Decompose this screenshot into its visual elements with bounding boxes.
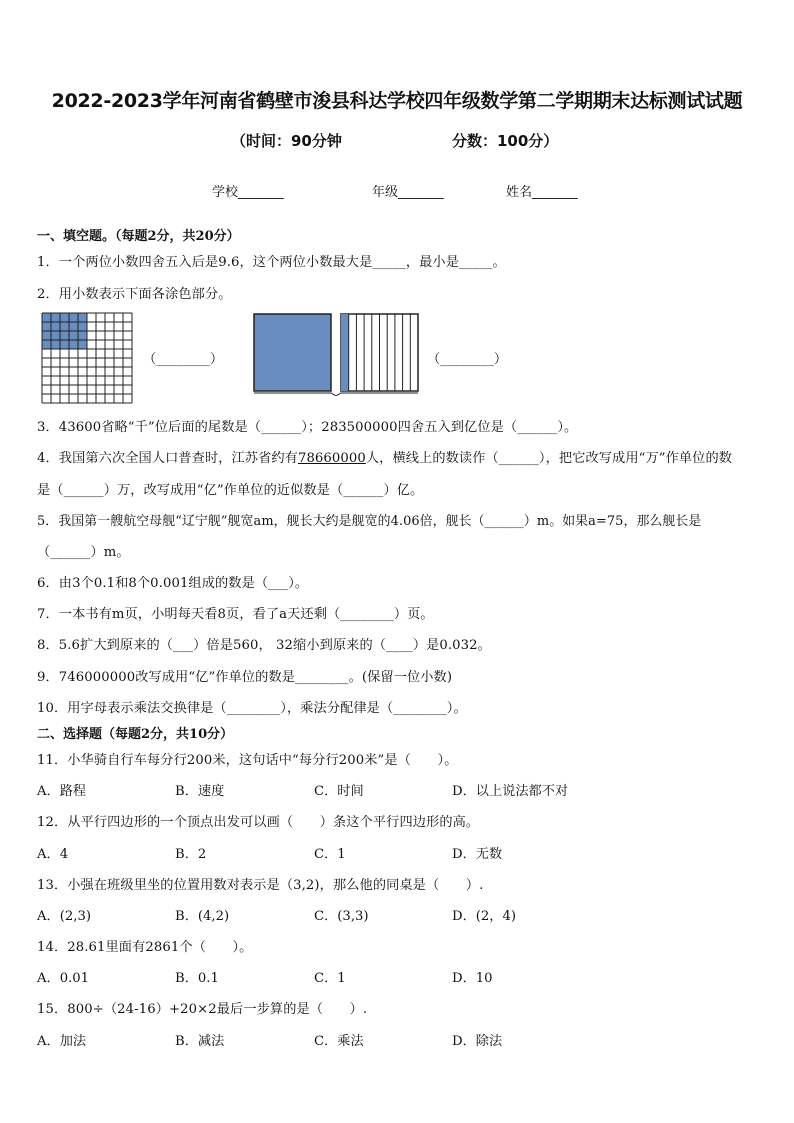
q14-option-a[interactable]: A．0.01	[37, 971, 90, 986]
section-choice-heading: 二、选择题（每题2分，共10分）	[37, 727, 234, 742]
q15-option-c[interactable]: C．乘法	[314, 1034, 364, 1049]
question-15: 15．800÷（24-16）+20×2最后一步算的是（ ）.	[37, 1002, 368, 1017]
q13-option-b[interactable]: B．(4,2)	[175, 909, 230, 924]
q11-option-a[interactable]: A．路程	[37, 784, 87, 799]
question-5-line2: （______）m。	[37, 545, 130, 560]
question-8: 8．5.6扩大到原来的（___）倍是560， 32缩小到原来的（____）是0.032。	[37, 638, 491, 653]
time-limit: （时间：90分钟	[231, 132, 342, 150]
question-4-text-a: 4．我国第六次全国人口普查时，江苏省约有	[37, 451, 298, 466]
question-4-line1	[37, 447, 732, 466]
question-14: 14．28.61里面有2861个（ ）。	[37, 940, 253, 955]
decimal-squares-figure	[251, 312, 421, 396]
question-1: 1．一个两位小数四舍五入后是9.6，这个两位小数最大是_____，最小是_____。	[37, 255, 506, 270]
question-4-text-b: 人，横线上的数读作（______），把它改写成用“万”作单位的数	[365, 451, 733, 466]
q15-option-d[interactable]: D．除法	[452, 1034, 503, 1049]
question-12: 12．从平行四边形的一个顶点出发可以画（ ）条这个平行四边形的高。	[37, 815, 480, 830]
q14-option-d[interactable]: D．10	[452, 971, 493, 986]
question-6: 6．由3个0.1和8个0.001组成的数是（___）。	[37, 576, 309, 591]
question-13: 13．小强在班级里坐的位置用数对表示是（3,2)，那么他的同桌是（ ）.	[37, 878, 484, 893]
section-fill-in-heading: 一、填空题。（每题2分，共20分）	[37, 229, 240, 244]
q15-option-a[interactable]: A．加法	[37, 1034, 87, 1049]
q12-option-b[interactable]: B．2	[175, 847, 207, 862]
q14-option-c[interactable]: C．1	[314, 971, 346, 986]
question-4-line2: 是（______）万，改写成用“亿”作单位的近似数是（______）亿。	[37, 483, 424, 498]
grade-field[interactable]: 年级_______	[372, 185, 444, 200]
brace-line	[254, 393, 418, 396]
name-field[interactable]: 姓名_______	[506, 185, 578, 200]
q14-option-b[interactable]: B．0.1	[175, 971, 219, 986]
q11-option-c[interactable]: C．时间	[314, 784, 364, 799]
question-3: 3．43600省略“千”位后面的尾数是（______）；283500000四舍五入到亿位是（______）。	[37, 420, 578, 435]
answer-blank-squares[interactable]: （________）	[427, 352, 508, 367]
school-field[interactable]: 学校_______	[212, 185, 284, 200]
q13-option-c[interactable]: C．(3,3)	[314, 909, 369, 924]
total-score: 分数：100分）	[452, 132, 559, 150]
q11-option-b[interactable]: B．速度	[175, 784, 225, 799]
question-2: 2．用小数表示下面各涂色部分。	[37, 287, 232, 302]
q15-option-b[interactable]: B．减法	[175, 1034, 225, 1049]
question-7: 7．一本书有m页，小明每天看8页，看了a天还剩（________）页。	[37, 607, 434, 622]
q13-option-d[interactable]: D．(2，4)	[452, 909, 517, 924]
striped-shaded-strip	[341, 314, 349, 391]
page-title: 2022-2023学年河南省鹤壁市浚县科达学校四年级数学第二学期期末达标测试试题	[51, 90, 743, 112]
question-10: 10．用字母表示乘法交换律是（________），乘法分配律是（________）。	[37, 701, 467, 716]
q13-option-a[interactable]: A．(2,3)	[37, 909, 91, 924]
q12-option-a[interactable]: A．4	[37, 847, 69, 862]
question-11: 11．小华骑自行车每分行200米，这句话中“每分行200米”是（ ）。	[37, 753, 458, 768]
grid-figure	[41, 312, 133, 404]
answer-blank-grid[interactable]: （________）	[143, 352, 224, 367]
full-shaded-square	[254, 314, 331, 391]
q12-option-c[interactable]: C．1	[314, 847, 346, 862]
q12-option-d[interactable]: D．无数	[452, 847, 503, 862]
q11-option-d[interactable]: D．以上说法都不对	[452, 784, 569, 799]
question-4-number: 78660000	[297, 451, 366, 466]
question-9: 9．746000000改写成用“亿”作单位的数是________。(保留一位小数)	[37, 670, 453, 685]
question-5-line1: 5．我国第一艘航空母舰“辽宁舰”舰宽am，舰长大约是舰宽的4.06倍，舰长（______）m。如果a=75，那么舰长是	[37, 514, 702, 529]
